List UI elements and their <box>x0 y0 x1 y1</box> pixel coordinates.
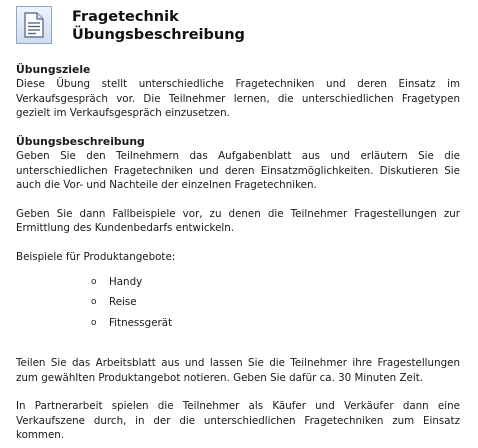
list-item-label: Fitnessgerät <box>109 316 173 329</box>
list-item-label: Reise <box>109 296 137 309</box>
paragraph-beispiele-intro: Beispiele für Produktangebote: <box>16 251 176 264</box>
list-item <box>16 275 460 296</box>
paragraph-uebungsbeschreibung: Geben Sie den Teilnehmern das Aufgabenblatt aus und erläutern Sie die unterschiedlichen Fragetechniken und deren Einsatzmöglichkeiten. Diskutieren Sie auch die Vor- und Nachteile der einzelnen Fragetechniken. <box>16 150 460 192</box>
bullet-icon: o <box>91 276 97 287</box>
paragraph-arbeitsblatt: Teilen Sie das Arbeitsblatt aus und lassen Sie die Teilnehmer ihre Fragestellungen zum gewählten Produktangebot notieren. Geben Sie dafür ca. 30 Minuten Zeit. <box>16 357 460 384</box>
document-body <box>16 63 460 443</box>
document-header <box>16 6 466 46</box>
list-item-label: Handy <box>109 275 143 288</box>
paragraph-fallbeispiele: Geben Sie dann Fallbeispiele vor, zu denen die Teilnehmer Fragestellungen zur Ermittlung des Kundenbedarfs entwickeln. <box>16 208 460 235</box>
bullet-icon: o <box>91 297 97 308</box>
page-title-line2: Übungsbeschreibung <box>72 27 245 43</box>
section-heading-uebungsziele: Übungsziele <box>16 63 91 76</box>
bullet-icon: o <box>91 317 97 328</box>
document-icon <box>16 6 52 44</box>
paragraph-partnerarbeit: In Partnerarbeit spielen die Teilnehmer als Käufer und Verkäufer dann eine Verkaufszene durch, in der die unterschiedlichen Fragetechniken zum Einsatz kommen. <box>16 400 460 442</box>
section-heading-uebungsbeschreibung: Übungsbeschreibung <box>16 135 145 149</box>
paragraph-uebungsziele: Diese Übung stellt unterschiedliche Fragetechniken und deren Einsatz im Verkaufsgespräch vor. Die Teilnehmer lernen, die unterschiedlichen Fragetypen gezielt im Verkaufsgespräch einzusetzen. <box>16 78 460 120</box>
beispiele-list <box>16 275 460 337</box>
list-item <box>16 295 460 316</box>
page-title-line1: Fragetechnik <box>72 9 179 25</box>
list-item <box>16 316 460 337</box>
